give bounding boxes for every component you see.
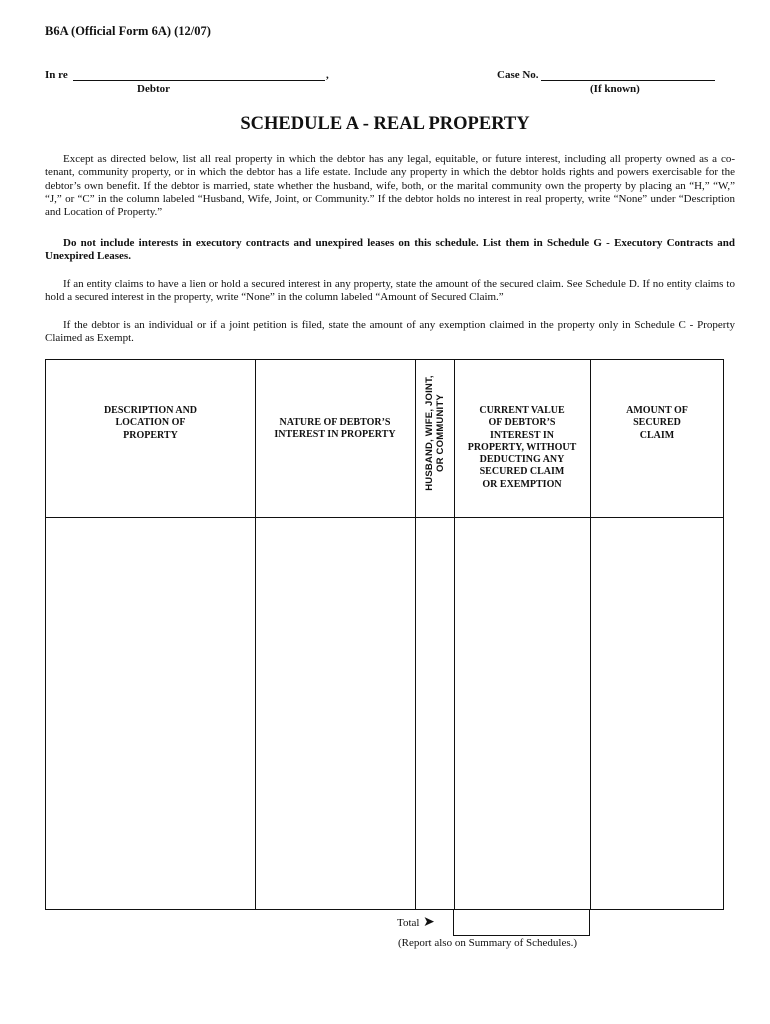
in-re-label: In re — [45, 69, 68, 81]
secured-claim-entry-area[interactable] — [591, 518, 724, 909]
arrow-right-icon: ➤ — [423, 914, 435, 930]
page-title: SCHEDULE A - REAL PROPERTY — [240, 114, 530, 134]
column-header-current-value: CURRENT VALUE OF DEBTOR’S INTEREST IN PROPERTY, WITHOUT DEDUCTING ANY SECURED CLAIM OR EXEMPTION — [467, 405, 577, 490]
hwjc-entry-area[interactable] — [416, 518, 454, 909]
debtor-name-field[interactable] — [73, 80, 325, 81]
total-value-field[interactable] — [453, 909, 590, 936]
instruction-paragraph-3: If an entity claims to have a lien or hold a secured interest in any property, state the amount of the secured claim. See Schedule D. If no entity claims to hold a secured interest in the property, write “None” in the column labeled “Amount of Secured Claim.” — [45, 278, 735, 304]
instruction-paragraph-1: Except as directed below, list all real property in which the debtor has any legal, equitable, or future interest, including all property owned as a co-tenant, community property, or in which the debtor has a life estate. Include any property in which the debtor holds rights and powers exercisable for the debtor’s own benefit. If the debtor is married, state whether the husband, wife, both, or the marital community own the property by placing an “H,” “W,” “J,” or “C” in the column labeled “Husband, Wife, Joint, or Community.” If the debtor holds no interest in real property, write “None” under “Description and Location of Property.” — [45, 153, 735, 219]
instruction-paragraph-4: If the debtor is an individual or if a joint petition is filed, state the amount of any exemption claimed in the property only in Schedule C - Property Claimed as Exempt. — [45, 319, 735, 345]
comma: , — [326, 69, 329, 81]
property-table — [45, 359, 724, 910]
if-known-label: (If known) — [590, 83, 640, 95]
column-header-hwjc: HUSBAND, WIFE, JOINT, OR COMMUNITY — [423, 375, 446, 491]
case-number-label: Case No. — [497, 69, 539, 81]
summary-note: (Report also on Summary of Schedules.) — [398, 937, 578, 949]
nature-entry-area[interactable] — [256, 518, 415, 909]
current-value-entry-area[interactable] — [455, 518, 590, 909]
column-header-description: DESCRIPTION AND LOCATION OF PROPERTY — [103, 405, 198, 441]
instruction-paragraph-2: Do not include interests in executory contracts and unexpired leases on this schedule. List them in Schedule G - Executory Contracts and Unexpired Leases. — [45, 237, 735, 263]
debtor-label: Debtor — [137, 83, 170, 95]
column-header-nature: NATURE OF DEBTOR’S INTEREST IN PROPERTY — [274, 417, 396, 441]
column-header-secured-claim: AMOUNT OF SECURED CLAIM — [626, 405, 688, 441]
case-number-field[interactable] — [541, 80, 715, 81]
total-label: Total — [397, 917, 420, 929]
form-identifier: B6A (Official Form 6A) (12/07) — [45, 24, 211, 38]
description-entry-area[interactable] — [46, 518, 255, 909]
column-header-hwjc-cell — [415, 360, 454, 517]
